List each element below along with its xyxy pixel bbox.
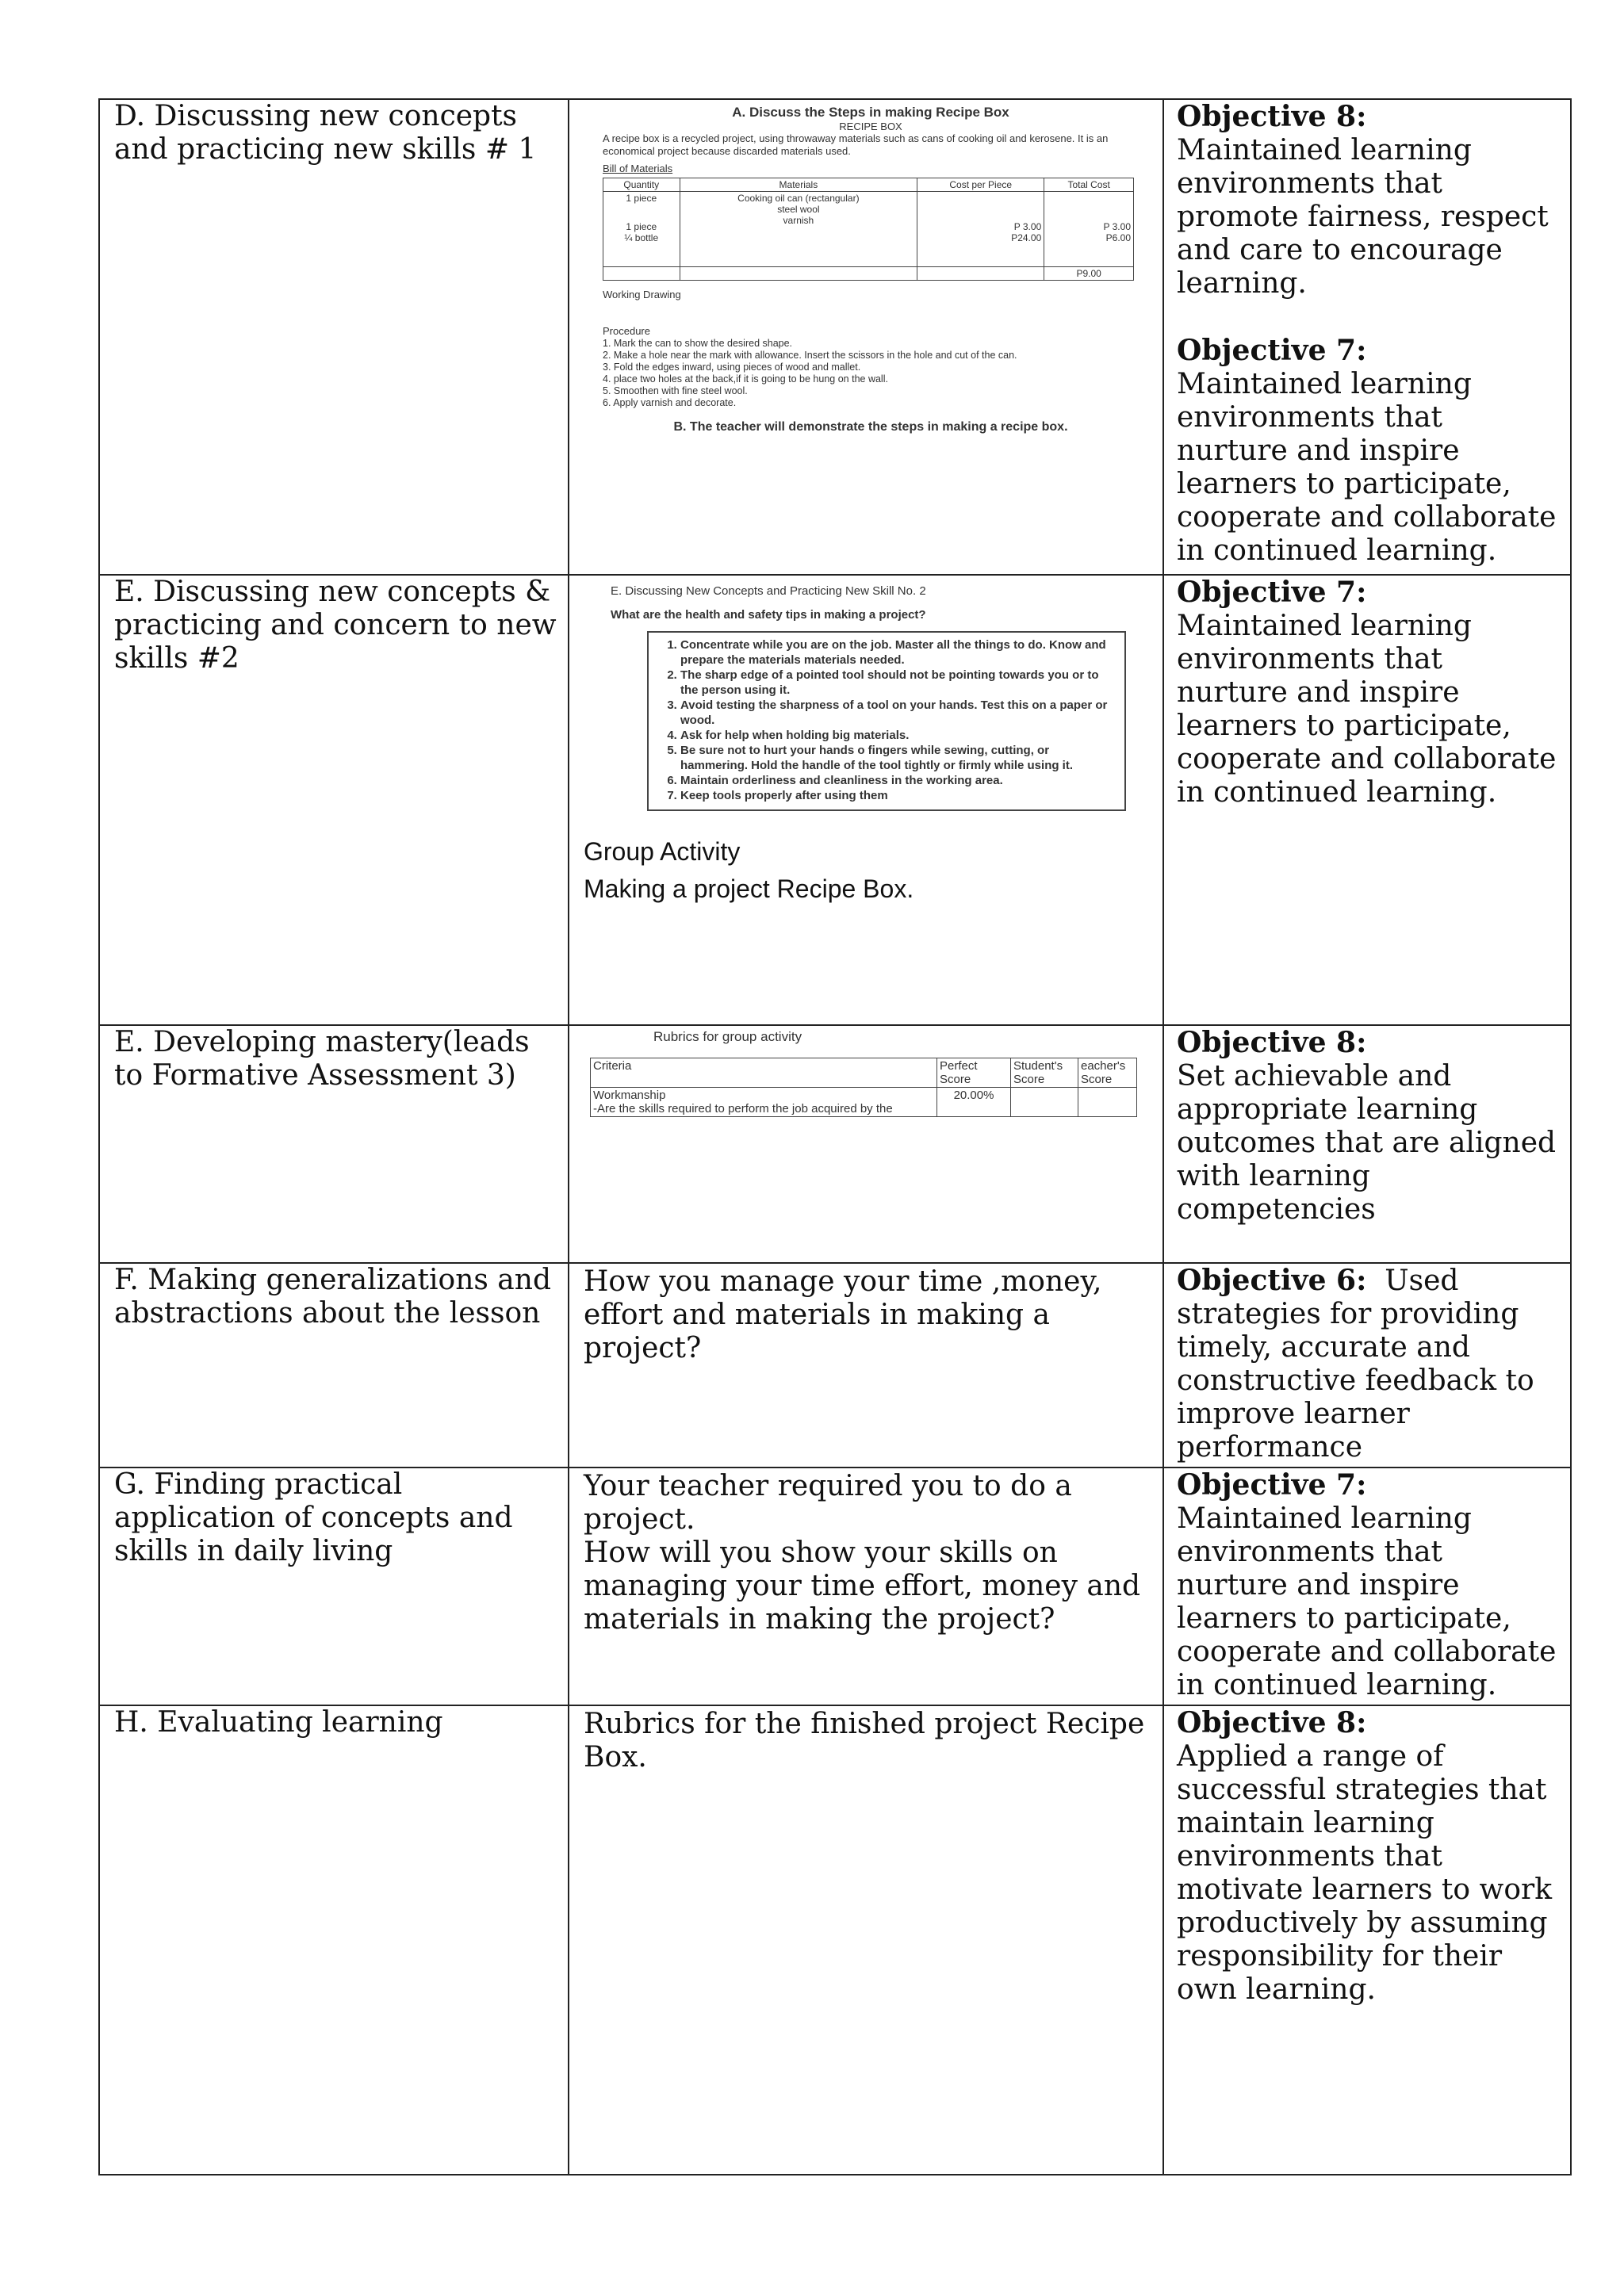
procedure-cell xyxy=(99,1025,569,1263)
scan-subtitle: RECIPE BOX xyxy=(839,121,902,132)
objective-text: Maintained learning environments that nurture and inspire learners to participate, cooperate and collaborate in continued learning. xyxy=(1177,368,1557,567)
procedure-label: D. Discussing new concepts and practicing new skills # 1 xyxy=(114,100,537,166)
table-row xyxy=(99,1468,1571,1705)
scan-heading: E. Discussing New Concepts and Practicing New Skill No. 2 xyxy=(611,584,926,598)
procedure-step: 3. Fold the edges inward, using pieces of wood and mallet. xyxy=(603,362,861,373)
objective-title: Objective 6: xyxy=(1177,1264,1367,1297)
content-text: Rubrics for the finished project Recipe Box. xyxy=(584,1708,1145,1774)
objective-text: Maintained learning environments that nurture and inspire learners to participate, cooperate and collaborate in continued learning. xyxy=(1177,1502,1557,1701)
content-cell xyxy=(569,1263,1163,1468)
procedure-step: 5. Smoothen with fine steel wool. xyxy=(603,385,748,396)
bom-header: Materials xyxy=(680,178,917,192)
bom-cell: ¼ bottle xyxy=(624,232,659,243)
content-cell xyxy=(569,1468,1163,1705)
objective-title: Objective 8: xyxy=(1177,100,1367,133)
safety-tip: 7. Keep tools properly after using them xyxy=(680,788,1116,803)
safety-tip: 5. Be sure not to hurt your hands o fingers while sewing, cutting, or hammering. Hold the handle of the tool tightly or firmly while using it. xyxy=(680,743,1116,773)
procedure-cell xyxy=(99,575,569,1025)
procedure-step: 2. Make a hole near the mark with allowance. Insert the scissors in the hole and cut of the can. xyxy=(603,350,1017,361)
objective-title: Objective 7: xyxy=(1177,334,1367,367)
safety-tip: 2. The sharp edge of a pointed tool should not be pointing towards you or to the person using it. xyxy=(680,668,1116,698)
recipe-box-scan xyxy=(603,105,1139,434)
bom-cell: P6.00 xyxy=(1105,232,1131,243)
group-activity-task: Making a project Recipe Box. xyxy=(584,874,914,903)
scan-title: A. Discuss the Steps in making Recipe Box xyxy=(732,105,1009,120)
procedure-label: E. Developing mastery(leads to Formative Assessment 3) xyxy=(114,1026,530,1092)
bom-total: P9.00 xyxy=(1044,267,1134,281)
bom-cell: steel wool xyxy=(777,204,820,215)
scan-heading: Rubrics for group activity xyxy=(653,1029,802,1044)
bom-cell: Cooking oil can (rectangular) xyxy=(737,193,860,204)
content-cell xyxy=(569,575,1163,1025)
content-cell xyxy=(569,99,1163,575)
safety-tip: 6. Maintain orderliness and cleanliness in the working area. xyxy=(680,773,1116,788)
content-cell xyxy=(569,1025,1163,1263)
bom-header: Total Cost xyxy=(1044,178,1134,192)
objective-text: Applied a range of successful strategies that maintain learning environments that motivate learners to work productively by assuming responsibility for their own learning. xyxy=(1177,1740,1553,2006)
bill-of-materials-table xyxy=(603,178,1134,281)
objective-title: Objective 8: xyxy=(1177,1026,1367,1059)
objective-cell xyxy=(1163,1263,1571,1468)
table-row xyxy=(99,99,1571,575)
objective-title: Objective 7: xyxy=(1177,576,1367,609)
table-row xyxy=(99,1705,1571,2175)
bom-cell xyxy=(1047,193,1131,204)
objective-text: Maintained learning environments that promote fairness, respect and care to encourage learning. xyxy=(1177,134,1549,300)
safety-tip: 3. Avoid testing the sharpness of a tool on your hands. Test this on a paper or wood. xyxy=(680,698,1116,728)
procedure-cell xyxy=(99,1705,569,2175)
content-text: How you manage your time ,money, effort and materials in making a project? xyxy=(584,1265,1102,1364)
group-activity-heading: Group Activity xyxy=(584,837,741,866)
objective-cell xyxy=(1163,1025,1571,1263)
drawing-label: Working Drawing xyxy=(603,289,681,300)
safety-tip: 1. Concentrate while you are on the job. Master all the things to do. Know and prepare the materials materials needed. xyxy=(680,637,1116,668)
bom-cell: varnish xyxy=(783,215,814,226)
rubrics-scan xyxy=(590,1029,1145,1117)
bom-cell xyxy=(920,193,1041,204)
objective-title: Objective 8: xyxy=(1177,1706,1367,1739)
lesson-plan-table xyxy=(98,98,1572,2175)
scan-question: What are the health and safety tips in making a project? xyxy=(611,608,926,622)
table-row xyxy=(99,575,1571,1025)
rubric-criteria: Workmanship -Are the skills required to perform the job acquired by the xyxy=(591,1088,937,1117)
objective-text: Set achievable and appropriate learning outcomes that are aligned with learning competencies xyxy=(1177,1060,1557,1226)
bom-header: Quantity xyxy=(603,178,680,192)
rubric-score: 20.00% xyxy=(937,1088,1011,1117)
bom-cell: P 3.00 xyxy=(1013,221,1042,232)
bom-header: Cost per Piece xyxy=(917,178,1044,192)
bom-cell: P24.00 xyxy=(1011,232,1042,243)
procedure-label: F. Making generalizations and abstractions about the lesson xyxy=(114,1264,552,1330)
procedure-step: 4. place two holes at the back,if it is going to be hung on the wall. xyxy=(603,373,888,385)
rubric-header: Perfect Score xyxy=(937,1058,1011,1088)
procedure-step: 1. Mark the can to show the desired shape. xyxy=(603,338,793,349)
objective-text: Maintained learning environments that nurture and inspire learners to participate, cooperate and collaborate in continued learning. xyxy=(1177,610,1557,809)
content-cell xyxy=(569,1705,1163,2175)
safety-tip: 4. Ask for help when holding big materials. xyxy=(680,728,1116,743)
procedure-label: E. Discussing new concepts & practicing and concern to new skills #2 xyxy=(114,576,557,675)
scan-footer: B. The teacher will demonstrate the steps in making a recipe box. xyxy=(673,420,1068,434)
bom-cell: P 3.00 xyxy=(1103,221,1131,232)
objective-cell xyxy=(1163,1468,1571,1705)
bom-cell: 1 piece xyxy=(626,221,657,232)
content-text: Your teacher required you to do a project. How will you show your skills on managing your time effort, money and materials in making the project? xyxy=(584,1470,1141,1636)
procedure-cell xyxy=(99,1263,569,1468)
rubric-header: eacher's Score xyxy=(1078,1058,1137,1088)
rubric-header: Criteria xyxy=(591,1058,937,1088)
scan-intro: A recipe box is a recycled project, using throwaway materials such as cans of cooking oil and kerosene. It is an economical project because discarded materials used. xyxy=(603,132,1109,157)
objective-cell xyxy=(1163,575,1571,1025)
procedure-step: 6. Apply varnish and decorate. xyxy=(603,397,737,408)
table-row xyxy=(99,1263,1571,1468)
safety-tips-box xyxy=(647,631,1126,811)
safety-tips-scan xyxy=(611,584,1134,811)
rubrics-table xyxy=(590,1058,1137,1117)
procedure-label: G. Finding practical application of concepts and skills in daily living xyxy=(114,1468,513,1567)
table-row xyxy=(99,1025,1571,1263)
objective-text: Used strategies for providing timely, accurate and constructive feedback to improve learner performance xyxy=(1177,1265,1534,1464)
procedure-cell xyxy=(99,99,569,575)
procedure-heading: Procedure xyxy=(603,325,650,337)
objective-cell xyxy=(1163,1705,1571,2175)
objective-title: Objective 7: xyxy=(1177,1468,1367,1502)
procedure-label: H. Evaluating learning xyxy=(114,1706,443,1739)
rubric-header: Student's Score xyxy=(1011,1058,1078,1088)
bom-label: Bill of Materials xyxy=(603,163,673,174)
procedure-cell xyxy=(99,1468,569,1705)
objective-cell xyxy=(1163,99,1571,575)
bom-cell: 1 piece xyxy=(626,193,657,204)
